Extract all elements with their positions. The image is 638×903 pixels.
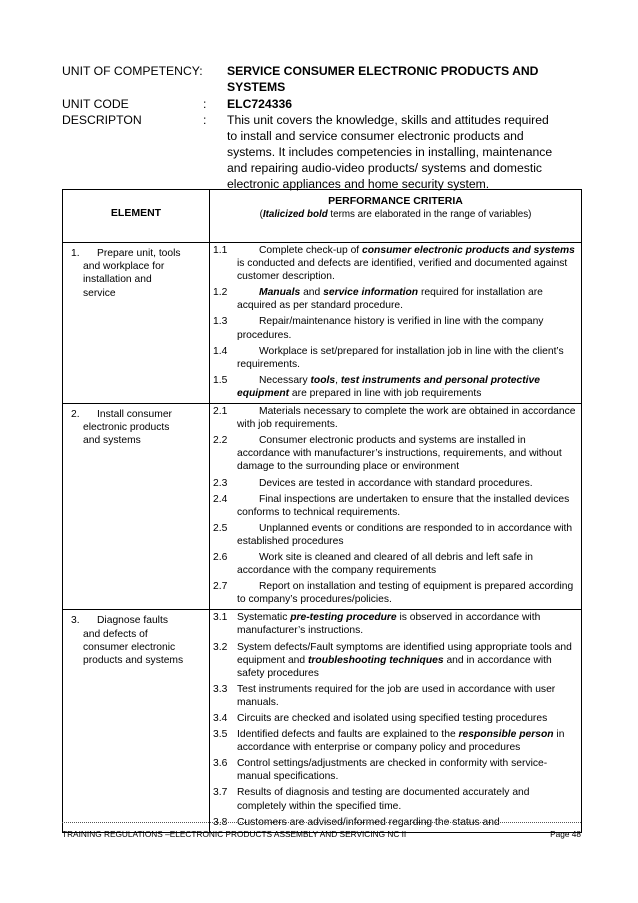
element-number: 3.	[71, 615, 80, 627]
criterion-text: Consumer electronic products and systems are installed in accordance with manufacturer’s instructions, requirements, and without damage to the surrounding place or environment	[237, 435, 562, 473]
criteria-header: PERFORMANCE CRITERIA (Italicized bold terms are elaborated in the range of variables)	[210, 190, 582, 243]
criterion-item	[213, 522, 577, 548]
criterion-text: System defects/Fault symptoms are identified using appropriate tools and equipment and troubleshooting techniques and in accordance with safety procedures	[237, 641, 572, 679]
table-header-row	[63, 190, 582, 243]
criterion-text: Results of diagnosis and testing are documented accurately and completely within the specified time.	[237, 787, 530, 812]
element-title-line: consumer electronic	[83, 641, 176, 653]
criterion-number: 3.8	[213, 816, 228, 828]
criteria-cell	[210, 243, 582, 404]
criterion-item	[213, 405, 577, 431]
code-label: UNIT CODE	[62, 97, 129, 111]
criterion-number: 2.1	[213, 406, 228, 418]
criterion-item	[213, 757, 577, 783]
criterion-item	[213, 315, 577, 341]
criterion-number: 3.5	[213, 729, 228, 741]
criterion-text: Manuals and service information required for installation are acquired as per standard procedure.	[237, 287, 543, 312]
criterion-item	[213, 493, 577, 519]
unit-label: UNIT OF COMPETENCY:	[62, 64, 203, 78]
criterion-item	[213, 244, 577, 283]
table-row	[63, 610, 582, 832]
element-title-line: and workplace for	[83, 261, 165, 273]
element-header: ELEMENT	[63, 190, 210, 243]
criterion-number: 3.7	[213, 787, 228, 799]
element-title: Prepare unit, tools	[97, 248, 181, 259]
criterion-text: Devices are tested in accordance with standard procedures.	[259, 477, 533, 489]
criterion-item	[213, 374, 577, 400]
element-title-line: and systems	[83, 435, 141, 447]
criterion-text: Final inspections are undertaken to ensure that the installed devices conforms to technical requirements.	[237, 493, 570, 518]
criterion-text: Workplace is set/prepared for installation job in line with the client’s requirements.	[237, 345, 564, 370]
criterion-text: Report on installation and testing of equipment is prepared according to company’s procedures/policies.	[237, 581, 574, 606]
criterion-text: Materials necessary to complete the work are obtained in accordance with job requirements.	[237, 406, 576, 431]
criterion-number: 3.2	[213, 641, 228, 653]
element-number: 1.	[71, 248, 80, 259]
competency-table	[62, 189, 582, 833]
criterion-number: 2.7	[213, 581, 228, 593]
criterion-number: 3.3	[213, 683, 228, 695]
criterion-item	[213, 786, 577, 812]
table-row	[63, 243, 582, 404]
element-title: Diagnose faults	[97, 615, 168, 627]
element-title-line: products and systems	[83, 654, 184, 666]
document-page: UNIT OF COMPETENCY: SERVICE CONSUMER ELECTRONIC PRODUCTS AND SYSTEMS UNIT CODE : ELC724336 DESCRIPTON : This unit covers the knowledge, skills and attitudes required to install and service consumer electronic products and systems. It includes competencies in installing, maintenance and repairing audio-video products/ systems and domestic electronic appliances and home security system. ELEMENT PERFORMANCE CRITERIA (Italicized bold terms are elaborated in the range of variables) 1. Prepare unit, tools and workplace for installation and service 1.1 Complete check-up of consumer electronic products and systems is conducted and defects are identified, verified and documented against customer description. 1.2 Manuals and service information required for installation are acquired as per standard procedure. 1.3 Repair/maintenance history is verified in line with the company procedures. 1.4 Workplace is set/prepared for installation job in line with the client’s requirements. 1.5 Necessary tools, test instruments and personal protective equipment are prepared in line with job requirements 2. Install consumer electronic products and systems 2.1 Materials necessary to complete the work are obtained in accordance with job requirements. 2.2 Consumer electronic products and systems are installed in accordance with manufacturer’s instructions, requirements, and without damage to the surrounding place or environment 2.3 Devices are tested in accordance with standard procedures. 2.4 Final inspections are undertaken to ensure that the installed devices conforms to technical requirements. 2.5 Unplanned events or conditions are responded to in accordance with established procedures 2.6 Work site is cleaned and cleared of all debris and left safe in accordance with the company requirements 2.7 Report on installation and testing of equipment is prepared according to company’s procedures/policies. 3. Diagnose faults and defects of consumer electronic products and systems 3.1 Systematic pre-testing procedure is observed in accordance with manufacturer’s instructions. 3.2 System defects/Fault symptoms are identified using appropriate tools and equipment and troubleshooting techniques and in accordance with safety procedures 3.3 Test instruments required for the job are used in accordance with user manuals. 3.4 Circuits are checked and isolated using specified testing procedures 3.5 Identified defects and faults are explained to the responsible person in accordance with enterprise or company policy and procedures 3.6 Control settings/adjustments are checked in conformity with service-manual specifications. 3.7 Results of diagnosis and testing are documented accurately and completely within the specified time. 3.8 Customers are advised/informed regarding the status and TRAINING REGULATIONS –ELECTRONIC PRODUCTS ASSEMBLY AND SERVICING NC II Page 48	[62, 64, 581, 839]
footer-title: TRAINING REGULATIONS –ELECTRONIC PRODUCTS ASSEMBLY AND SERVICING NC II	[62, 829, 407, 839]
criterion-text: Unplanned events or conditions are responded to in accordance with established procedures	[237, 522, 573, 547]
criterion-text: Complete check-up of consumer electronic products and systems is conducted and defects are identified, verified and documented against customer description.	[237, 245, 575, 283]
criterion-text: Circuits are checked and isolated using specified testing procedures	[237, 713, 548, 724]
criterion-number: 1.2	[213, 287, 228, 299]
criterion-item	[213, 434, 577, 473]
criterion-item	[213, 477, 577, 490]
table-row	[63, 404, 582, 610]
element-title-line: installation and	[83, 274, 152, 286]
criterion-item	[213, 611, 577, 637]
element-cell	[63, 404, 210, 610]
criterion-item	[213, 641, 577, 680]
criterion-number: 1.3	[213, 316, 228, 328]
criterion-text: Necessary tools, test instruments and personal protective equipment are prepared in line with job requirements	[237, 374, 540, 399]
criterion-number: 2.2	[213, 435, 228, 447]
criterion-text: Identified defects and faults are explained to the responsible person in accordance with enterprise or company policy and procedures	[237, 729, 565, 754]
code-value: ELC724336	[227, 97, 293, 111]
criterion-item	[213, 580, 577, 606]
desc-value: This unit covers the knowledge, skills and attitudes required to install and service consumer electronic products and systems. It includes competencies in installing, maintenance and repairing audio-video products/ systems and domestic electronic appliances and home security system.	[227, 113, 553, 191]
criterion-number: 2.5	[213, 522, 228, 534]
element-cell	[63, 610, 210, 832]
criterion-text: Customers are advised/informed regarding the status and	[237, 816, 500, 828]
criterion-item	[213, 286, 577, 312]
criterion-number: 1.5	[213, 374, 228, 386]
element-title: Install consumer	[97, 409, 172, 421]
page-number: Page 48	[550, 829, 581, 839]
footer-divider	[62, 822, 581, 823]
element-title-line: and defects of	[83, 628, 148, 640]
criteria-cell	[210, 610, 582, 832]
criteria-cell	[210, 404, 582, 610]
desc-label: DESCRIPTON	[62, 113, 142, 127]
criterion-text: Test instruments required for the job are used in accordance with user manuals.	[237, 683, 556, 708]
criterion-item	[213, 683, 577, 709]
criterion-item	[213, 551, 577, 577]
criterion-text: Control settings/adjustments are checked in conformity with service-manual specifications.	[237, 758, 548, 783]
criteria-note: (Italicized bold terms are elaborated in the range of variables)	[259, 209, 532, 220]
criterion-item	[213, 728, 577, 754]
criterion-number: 2.6	[213, 551, 228, 563]
unit-value: SERVICE CONSUMER ELECTRONIC PRODUCTS AND SYSTEMS	[227, 64, 539, 94]
criterion-item	[213, 712, 577, 725]
criterion-item	[213, 345, 577, 371]
criterion-number: 2.4	[213, 493, 228, 505]
criterion-number: 3.6	[213, 758, 228, 770]
criterion-text: Work site is cleaned and cleared of all debris and left safe in accordance with the company requirements	[237, 551, 533, 577]
element-cell	[63, 243, 210, 404]
criterion-text: Repair/maintenance history is verified in line with the company procedures.	[237, 316, 544, 341]
element-number: 2.	[71, 409, 80, 421]
criterion-number: 3.4	[213, 713, 228, 724]
criterion-number: 1.1	[213, 245, 228, 256]
criterion-number: 1.4	[213, 345, 228, 357]
criterion-text: Systematic pre-testing procedure is observed in accordance with manufacturer’s instructions.	[237, 612, 541, 637]
criterion-number: 2.3	[213, 477, 228, 489]
element-title-line: service	[83, 287, 116, 299]
criterion-number: 3.1	[213, 612, 228, 624]
element-title-line: electronic products	[83, 422, 170, 434]
